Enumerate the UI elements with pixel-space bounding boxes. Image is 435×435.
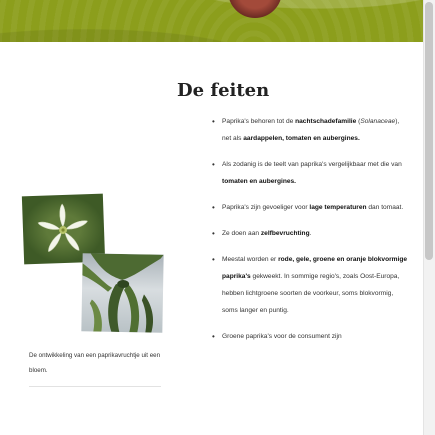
young-pepper-fruit-photo [81,253,163,332]
fact-text: ), net als [222,118,400,142]
flower-icon [30,200,96,258]
pepper-image-icon [228,0,282,18]
fact-emphasis: tomaten en aubergines. [222,178,297,185]
fact-emphasis: lage temperaturen [309,204,367,211]
fact-item [212,225,408,242]
header-banner [0,0,423,42]
section-title: De feiten [177,80,270,101]
vertical-scrollbar[interactable] [423,0,435,435]
fact-item [212,113,408,147]
fact-item [212,156,408,190]
fact-emphasis: zelfbevruchting [260,230,310,237]
fact-emphasis: rode, gele, groene en oranje blokvormige paprika's [222,256,408,280]
fact-text: ( [356,118,361,125]
fact-text: Groene paprika's voor de consument zijn [222,333,342,340]
scrollbar-thumb[interactable] [425,2,433,260]
fact-text: Meestal worden er [222,256,279,263]
fact-text: gekweekt. In sommige regio's, zoals Oost-Europa, hebben lichtgroene soorten de voorkeur, soms blokvormig, soms langer en puntig. [222,273,400,314]
fact-text: Ze doen aan [222,230,261,237]
fact-text: Als zodanig is de teelt van paprika's vergelijkbaar met die van [222,161,402,168]
fact-text: Paprika's behoren tot de [222,118,296,125]
caption-divider [29,386,161,387]
fact-text: dan tomaat. [366,204,404,211]
fact-item [212,199,408,216]
fact-text: Paprika's zijn gevoeliger voor [222,204,310,211]
fact-emphasis: nachtschadefamilie [295,118,357,125]
pepper-fruit-icon [81,253,163,332]
facts-list [212,113,408,354]
fact-scientific-name: Solanaceae [360,118,396,125]
fact-text: . [309,230,312,237]
figure-caption: De ontwikkeling van een paprikavruchtje uit een bloem. [29,352,161,374]
fact-item [212,328,408,345]
fact-emphasis: aardappelen, tomaten en aubergines. [243,135,360,142]
fact-item [212,251,408,319]
